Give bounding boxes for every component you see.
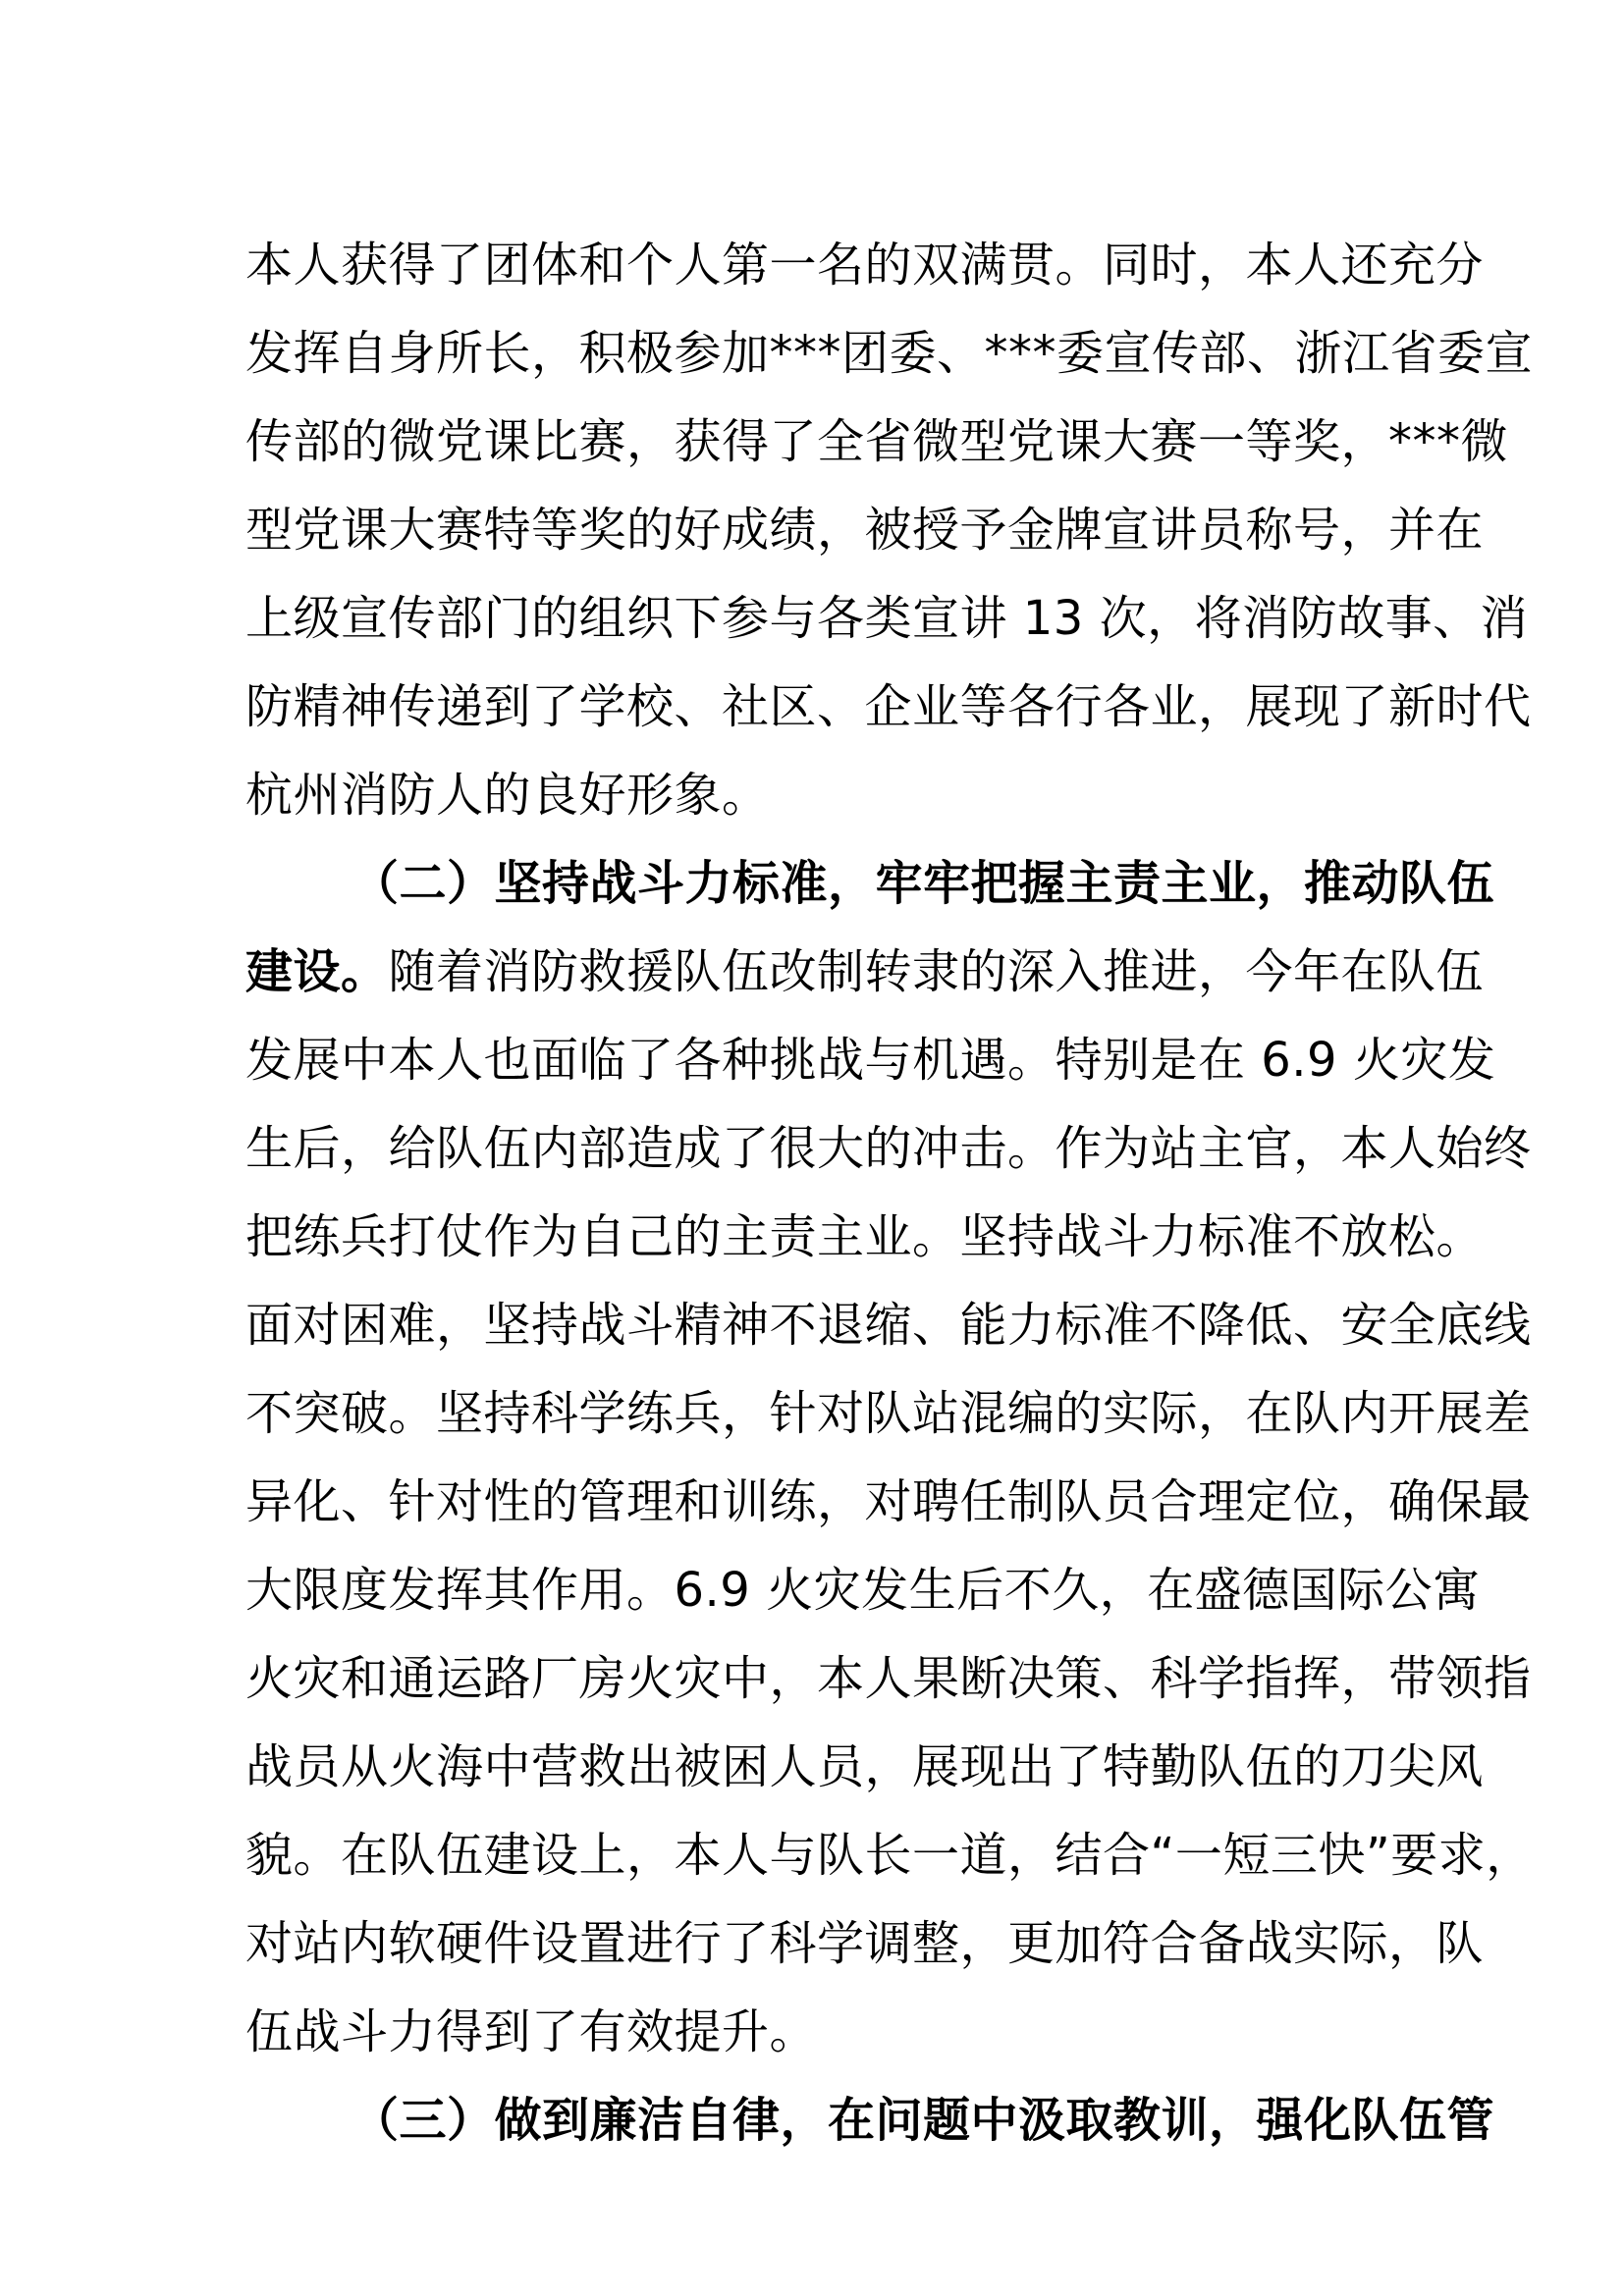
- document-body: [245, 221, 1534, 2164]
- section-2-text-start: 随着消防救援队伍改制转隶的深入推进，今年在队伍: [388, 944, 1485, 999]
- text-line: [245, 928, 1485, 1016]
- text-line: 本人获得了团体和个人第一名的双满贯。同时，本人还充分: [245, 238, 1485, 293]
- text-line: 貌。在队伍建设上，本人与队长一道，结合“一短三快”要求，: [245, 1828, 1534, 1883]
- text-line: 战员从火海中营救出被困人员，展现出了特勤队伍的刀尖风: [245, 1739, 1485, 1794]
- text-line: 上级宣传部门的组织下参与各类宣讲 13 次，将消防故事、消: [245, 591, 1529, 646]
- text-line: 杭州消防人的良好形象。: [245, 768, 770, 823]
- section-2-heading-end: 建设。: [245, 944, 389, 999]
- text-line: 生后，给队伍内部造成了很大的冲击。作为站主官，本人始终: [245, 1121, 1532, 1176]
- text-line: 不突破。坚持科学练兵，针对队站混编的实际，在队内开展差: [245, 1386, 1532, 1441]
- text-line: 发展中本人也面临了各种挑战与机遇。特别是在 6.9 火灾发: [245, 1033, 1496, 1088]
- text-line: 发挥自身所长，积极参加***团委、***委宣传部、浙江省委宣: [245, 326, 1534, 381]
- section-3-heading: （三）做到廉洁自律，在问题中汲取教训，强化队伍管: [352, 2093, 1495, 2148]
- text-line: 大限度发挥其作用。6.9 火灾发生后不久，在盛德国际公寓: [245, 1563, 1481, 1618]
- text-line: 异化、针对性的管理和训练，对聘任制队员合理定位，确保最: [245, 1474, 1532, 1529]
- section-2-heading: （二）坚持战斗力标准，牢牢把握主责主业，推动队伍: [352, 856, 1495, 911]
- text-line: 对站内软硬件设置进行了科学调整，更加符合备战实际，队: [245, 1916, 1485, 1971]
- text-line: 伍战斗力得到了有效提升。: [245, 2004, 818, 2059]
- text-line: 型党课大赛特等奖的好成绩，被授予金牌宣讲员称号，并在: [245, 503, 1485, 558]
- text-line: 面对困难，坚持战斗精神不退缩、能力标准不降低、安全底线: [245, 1298, 1532, 1353]
- text-line: 防精神传递到了学校、社区、企业等各行各业，展现了新时代: [245, 679, 1532, 734]
- text-line: 传部的微党课比赛，获得了全省微型党课大赛一等奖，***微: [245, 414, 1509, 469]
- text-line: 火灾和通运路厂房火灾中，本人果断决策、科学指挥，带领指: [245, 1651, 1532, 1706]
- text-line: 把练兵打仗作为自己的主责主业。坚持战斗力标准不放松。: [245, 1209, 1485, 1264]
